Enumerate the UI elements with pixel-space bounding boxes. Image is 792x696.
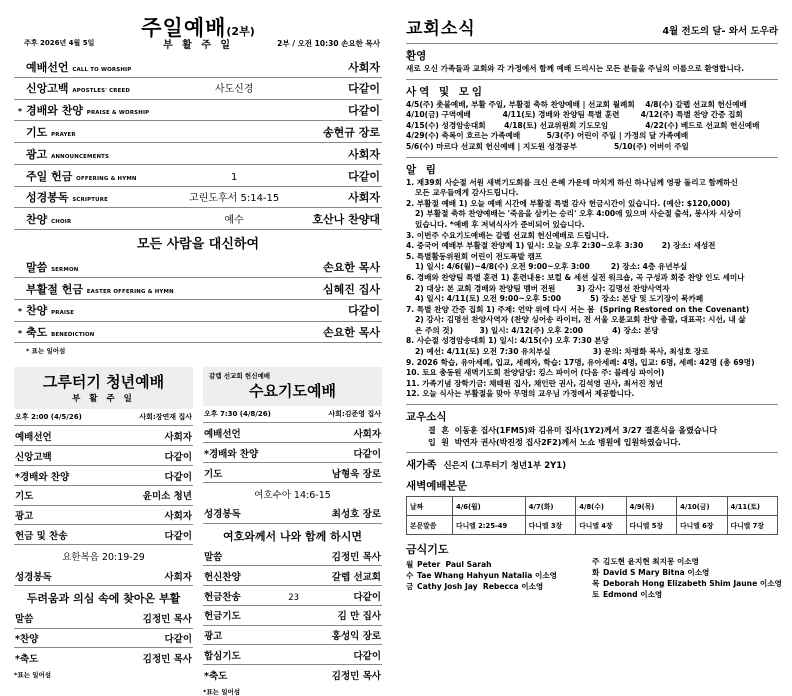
announcement-line: 6. 경배와 찬양팀 특별 훈련 1) 훈련내용: 보컬 & 세션 실전 워크숍, 곡 구성과 회중 찬양 인도 세미나 xyxy=(406,272,745,282)
order-item-english: CALL TO WORSHIP xyxy=(72,66,132,73)
dawn-cell: 다니엘 3장 xyxy=(525,516,575,535)
sub-service-meta xyxy=(14,409,193,426)
divider xyxy=(406,43,778,44)
announcement-line: 9. 2026 학습, 유아세례, 입교, 세례자, 학습: 17명, 유아세례: 4명, 입교: 6명, 세례: 42명 (총 69명) xyxy=(406,357,755,367)
new-family-value: 신은지 (그루터기 청년1부 2Y1) xyxy=(443,461,567,472)
order-item-person: 심혜진 집사 xyxy=(323,282,380,296)
welcome-text: 새로 오신 가족들과 교회와 각 가정에서 함께 예배 드리시는 모든 분들을 주님의 이름으로 환영합니다. xyxy=(406,64,745,73)
order-item-label: 찬양 CHOIR xyxy=(26,213,72,227)
order-item-person: 다같이 xyxy=(348,82,380,96)
sub-order-row xyxy=(203,586,382,606)
divider xyxy=(406,404,778,405)
wednesday-note: *표는 일어섬 xyxy=(203,687,241,696)
church-news-slogan: 4월 전도의 달- 와서 도우라 xyxy=(662,26,778,37)
order-row xyxy=(14,56,382,77)
ministry-line: 4/15(수) 성경암송대회 4/18(토) 선교위원회 기도모임 4/22(수) 베드로 선교회 헌신예배 xyxy=(406,120,760,130)
order-row xyxy=(14,121,382,143)
sub-order-row xyxy=(14,465,193,485)
sub-sermon-title: 두려움과 의심 속에 찾아온 부활 xyxy=(26,591,181,605)
order-item-english: CHOIR xyxy=(51,219,72,226)
sub-order-detail xyxy=(284,625,303,645)
order-of-worship-table-2 xyxy=(14,256,382,343)
order-item-label: 축도 BENEDICTION xyxy=(26,326,95,340)
sub-order-detail xyxy=(284,443,303,463)
order-row xyxy=(14,208,382,230)
dawn-row-label: 본문말씀 xyxy=(407,516,453,535)
fasting-day: 금 xyxy=(406,582,414,592)
fasting-row xyxy=(592,589,778,600)
sub-order-row xyxy=(14,525,193,545)
sub-order-label: *경배와 찬양 xyxy=(15,471,70,483)
announcement-line: 5. 특별활동위원회 어린이 전도폭발 캠프 xyxy=(406,251,543,261)
dawn-service-title: 새벽예배본문 xyxy=(406,480,467,493)
sub-order-label: 헌금찬송 xyxy=(204,591,241,603)
divider xyxy=(406,452,778,453)
sub-order-person: 다같이 xyxy=(164,451,192,463)
announcements-title: 알 림 xyxy=(406,163,439,176)
order-item-label: 말씀 SERMON xyxy=(26,260,79,274)
sub-order-person: 김 만 집사 xyxy=(337,611,381,623)
sub-sermon-title: 여호와께서 나와 함께 하시면 xyxy=(223,529,362,543)
order-item-person: 호산나 찬양대 xyxy=(312,213,380,227)
sub-order-row xyxy=(203,443,382,463)
dawn-header-row xyxy=(407,497,778,516)
order-item-detail: 1 xyxy=(230,171,238,183)
sub-order-person: 갈렙 선교회 xyxy=(331,571,381,583)
order-row xyxy=(14,77,382,99)
sub-order-detail xyxy=(284,547,303,566)
sub-order-label: *축도 xyxy=(204,670,228,682)
ministry-section xyxy=(406,84,778,153)
order-item-detail xyxy=(176,143,292,165)
sub-service-time: 오후 2:00 (4/5/26) xyxy=(15,413,82,422)
youth-service-header xyxy=(14,367,193,409)
service-header xyxy=(14,14,382,54)
service-title-text: 주일예배 xyxy=(141,16,227,40)
fasting-day: 주 xyxy=(592,557,600,567)
dawn-cell: 4/8(수) xyxy=(576,497,626,516)
sub-order-row xyxy=(203,605,382,625)
announcement-line: 1) 일시: 4/6(월)~4/8(수) 오전 9:00~오후 3:00 2) 장소: 4층 유년부실 xyxy=(415,262,688,272)
sub-order-person: 다같이 xyxy=(353,651,381,662)
sub-order-row xyxy=(203,423,382,443)
order-item-person: 다같이 xyxy=(348,104,380,118)
fasting-left xyxy=(406,541,592,600)
sub-scripture: 여호수아 14:6-15 xyxy=(254,489,331,501)
sub-order-person: 다같이 xyxy=(353,591,381,603)
sub-order-person: 남형욱 장로 xyxy=(331,468,381,480)
order-item-english: BENEDICTION xyxy=(51,332,95,339)
fasting-names: Edmond 이소영 xyxy=(603,590,663,600)
order-row xyxy=(14,99,382,121)
sub-order-person: 김정민 목사 xyxy=(142,654,192,665)
order-row xyxy=(14,256,382,277)
member-news-title: 교우소식 xyxy=(406,411,447,424)
sub-order-detail xyxy=(284,423,303,443)
dawn-cell: 다니엘 4장 xyxy=(576,516,626,535)
sub-order-person: 홍성익 장로 xyxy=(331,631,381,643)
announcement-line: 4. 중국어 예배부 부활절 찬양제 1) 일시: 오늘 오후 2:30~오후 3:30 2) 장소: 새성전 xyxy=(406,241,716,251)
sub-order-person: 김정민 목사 xyxy=(142,614,192,626)
service-part: (2부) xyxy=(226,25,255,38)
sub-scripture: 요한복음 20:19-29 xyxy=(62,552,145,564)
standing-marker xyxy=(14,164,26,186)
order-item-person: 사회자 xyxy=(348,147,380,161)
sub-order-label: 성경봉독 xyxy=(204,509,241,521)
sub-order-row xyxy=(203,566,382,586)
sub-sermon-title-row xyxy=(14,585,193,609)
order-item-label: 경배와 찬양 PRAISE & WORSHIP xyxy=(26,104,150,118)
fasting-day: 월 xyxy=(406,560,414,570)
sub-order-detail xyxy=(284,566,303,586)
sub-order-row xyxy=(14,648,193,667)
fasting-names: David S Mary Bitna 이소영 xyxy=(603,568,710,578)
standing-marker xyxy=(14,56,26,77)
sub-order-person: 사회자 xyxy=(164,571,192,583)
order-row xyxy=(14,186,382,208)
youth-order-table xyxy=(14,409,193,667)
youth-service-box xyxy=(14,367,193,696)
sub-order-person: 다같이 xyxy=(164,530,192,542)
ministry-line: 5/6(수) 마르다 선교회 헌신예배 | 지도원 성경공부 5/10(주) 어버이 주일 xyxy=(406,141,689,151)
sub-order-label: 예배선언 xyxy=(15,431,52,443)
standing-marker xyxy=(14,121,26,143)
order-item-english: PRAYER xyxy=(51,131,76,138)
order-item-detail xyxy=(176,121,292,143)
order-of-worship-table xyxy=(14,56,382,254)
sub-order-label: 말씀 xyxy=(15,614,34,626)
announcement-line: 3. 이번주 수요기도예배는 갈렙 선교회 헌신예배로 드립니다. xyxy=(406,230,609,240)
welcome-section xyxy=(406,48,778,75)
sub-order-label: 광고 xyxy=(15,511,34,523)
wednesday-service-box xyxy=(203,367,382,696)
fasting-names: Cathy Josh Jay Rebecca 이소영 xyxy=(417,582,544,592)
announcement-line: 8. 사순절 성경암송대회 1) 일시: 4/15(수) 오후 7:30 본당 xyxy=(406,336,609,346)
sub-order-label: 광고 xyxy=(204,631,223,643)
dawn-cell: 다니엘 7장 xyxy=(727,516,777,535)
announcement-line: 2) 대상: 본 교회 경배와 찬양팀 멤버 전원 3) 강사: 김명선 찬양사역자 xyxy=(415,283,670,293)
standing-marker: * xyxy=(17,307,23,317)
order-item-label: 예배선언 CALL TO WORSHIP xyxy=(26,60,132,74)
sub-order-label: 헌신찬양 xyxy=(204,571,241,583)
sub-order-detail xyxy=(284,665,303,684)
service-leader: 2부 / 오전 10:30 손요한 목사 xyxy=(277,39,380,48)
announcement-line: 모든 교우들에게 감사드립니다. xyxy=(415,188,519,198)
dawn-cell: 4/6(월) xyxy=(453,497,526,516)
fasting-right xyxy=(592,541,782,600)
sub-order-person: 사회자 xyxy=(353,428,381,440)
sub-order-row xyxy=(203,645,382,665)
order-item-person: 손요한 목사 xyxy=(323,260,380,274)
fasting-row xyxy=(592,567,778,578)
standing-marker xyxy=(14,186,26,208)
fasting-names: Peter Paul Sarah xyxy=(417,560,492,570)
order-item-label: 부활절 헌금 EASTER OFFERING & HYMN xyxy=(26,282,174,296)
wednesday-service-pretitle: 갈렙 선교회 헌신예배 xyxy=(209,372,271,381)
fasting-day: 토 xyxy=(592,590,600,600)
order-item-english: OFFERING & HYMN xyxy=(76,175,137,182)
order-item-label: 주일 헌금 OFFERING & HYMN xyxy=(26,169,137,183)
announcement-line: 12. 오늘 식사는 부활절을 맞아 무명의 교우님 가정에서 제공합니다. xyxy=(406,389,635,399)
dawn-cell: 다니엘 2:25-49 xyxy=(453,516,526,535)
announcement-line: 은 주의 것) 3) 일시: 4/12(주) 오후 2:00 4) 장소: 본당 xyxy=(415,325,659,335)
welcome-title: 환영 xyxy=(406,50,427,62)
church-news-title: 교회소식 xyxy=(406,19,476,39)
fasting-title: 금식기도 xyxy=(406,543,449,557)
youth-service-title: 그루터기 청년예배 xyxy=(42,373,165,392)
order-row xyxy=(14,278,382,300)
dawn-cell: 다니엘 5장 xyxy=(626,516,676,535)
sub-order-row xyxy=(203,504,382,523)
fasting-row xyxy=(592,578,782,589)
announcement-line: 10. 토요 총동원 새벽기도회 찬양담당: 킹스 파이어 (다음 주: 블레싱 파이어) xyxy=(406,368,665,378)
sub-order-row xyxy=(203,462,382,482)
sub-order-label: 기도 xyxy=(15,491,34,503)
sub-order-person: 김정민 목사 xyxy=(331,552,381,564)
sub-services xyxy=(14,367,382,696)
service-date: 주후 2026년 4월 5일 xyxy=(24,39,95,47)
church-news-header xyxy=(406,14,778,39)
standing-marker: * xyxy=(17,107,23,117)
fasting-row xyxy=(406,559,592,570)
order-item-label: 성경봉독 SCRIPTURE xyxy=(26,191,108,205)
order-item-person: 사회자 xyxy=(348,60,380,74)
fasting-day: 목 xyxy=(592,579,600,589)
sub-order-person: 다같이 xyxy=(164,634,192,646)
sub-order-detail: 23 xyxy=(288,592,300,603)
worship-note: * 표는 일어섬 xyxy=(26,347,66,356)
sub-order-detail xyxy=(284,605,303,625)
sub-order-label: 예배선언 xyxy=(204,428,241,440)
announcement-line: 4) 일시: 4/11(토) 오전 9:00~오후 5:00 5) 장소: 본당 및 도기장이 북카페 xyxy=(415,294,704,304)
sub-order-row xyxy=(203,547,382,566)
announcement-line: 1. 제39회 사순절 서원 새벽기도회를 크신 은혜 가운데 마치게 하신 하나님께 영광 돌리고 함께하신 xyxy=(406,177,738,187)
sub-service-meta xyxy=(203,406,382,423)
sub-order-person: 사회자 xyxy=(164,511,192,523)
order-item-person: 송현규 장로 xyxy=(323,125,380,139)
standing-marker xyxy=(14,278,26,300)
dawn-data-row xyxy=(407,516,778,535)
order-item-person: 손요한 목사 xyxy=(323,326,380,340)
member-news-section xyxy=(406,409,778,448)
order-item-detail xyxy=(176,99,292,121)
order-row xyxy=(14,164,382,186)
member-news-row: 입 원 박연자 권사(박진정 집사2F2)께서 노쇼 병원에 입원하였습니다. xyxy=(428,437,681,447)
fasting-day: 수 xyxy=(406,571,414,581)
dawn-cell: 4/11(토) xyxy=(727,497,777,516)
sub-order-person: 김정민 목사 xyxy=(331,670,381,682)
divider xyxy=(406,157,778,158)
standing-marker: * xyxy=(17,329,23,339)
order-row xyxy=(14,321,382,343)
fasting-names: Tae Whang Hahyun Natalia 이소영 xyxy=(417,571,558,581)
order-item-english: EASTER OFFERING & HYMN xyxy=(86,288,174,295)
sub-order-row xyxy=(14,505,193,525)
order-row xyxy=(14,299,382,321)
member-news-rows xyxy=(406,425,778,448)
sermon-title-row xyxy=(14,230,382,255)
wednesday-service-header xyxy=(203,367,382,406)
ministry-line: 4/29(수) 축복이 흐르는 가족예배 5/3(주) 어린이 주일 | 가정의 달 가족예배 xyxy=(406,131,689,141)
order-row xyxy=(14,143,382,165)
sub-order-label: 헌금 및 찬송 xyxy=(15,530,68,542)
announcements-section xyxy=(406,162,778,400)
standing-marker xyxy=(14,256,26,277)
ministry-title: 사역 및 모임 xyxy=(406,85,486,98)
sub-scripture-row xyxy=(14,545,193,567)
fasting-row xyxy=(406,570,592,581)
sub-order-label: *축도 xyxy=(15,654,39,665)
fasting-row xyxy=(592,556,778,567)
ministry-line: 4/10(금) 구역예배 4/11(토) 경배와 찬양팀 특별 훈련 4/12(주) 특별 찬양 간증 집회 xyxy=(406,110,743,120)
order-item-english: PRAISE xyxy=(51,310,75,317)
fasting-day: 화 xyxy=(592,568,600,578)
sub-order-row xyxy=(203,665,382,684)
announcement-line: 2) 부활절 축하 찬양예배는 '죽음을 삼키는 승리' 오후 4:00에 있으며 사순절 출석, 봉사자 시상이 xyxy=(415,209,742,219)
sub-order-label: 성경봉독 xyxy=(15,571,52,583)
announcement-line: 있습니다. *예배 후 저녁식사가 준비되어 있습니다. xyxy=(415,219,585,229)
sub-scripture-row xyxy=(203,482,382,504)
order-item-detail xyxy=(176,56,292,77)
order-item-english: APOSTLES' CREED xyxy=(72,88,131,95)
sub-order-row xyxy=(14,426,193,446)
order-item-detail: 예수 xyxy=(224,215,244,227)
youth-note: *표는 일어섬 xyxy=(14,671,52,680)
dawn-cell: 4/9(목) xyxy=(626,497,676,516)
order-item-label: 광고 ANNOUNCEMENTS xyxy=(26,147,110,161)
order-item-person: 다같이 xyxy=(348,169,380,183)
order-item-label: 신앙고백 APOSTLES' CREED xyxy=(26,82,131,96)
sub-order-detail xyxy=(284,645,303,665)
new-family-title: 새가족 xyxy=(406,459,437,472)
sub-service-host: 사회:장연재 집사 xyxy=(139,413,192,422)
dawn-cell: 다니엘 6장 xyxy=(677,516,727,535)
dawn-cell: 4/7(화) xyxy=(525,497,575,516)
sermon-title: 모든 사람을 대신하여 xyxy=(136,237,260,253)
wednesday-order-table xyxy=(203,406,382,684)
announcement-line: 7. 특별 찬양 간증 집회 1) 주제: 언약 위에 다시 서는 봄 (Spring Restored on the Covenant) xyxy=(406,304,750,314)
sub-sermon-title-row xyxy=(203,523,382,547)
dawn-service-table xyxy=(406,496,778,535)
order-item-person: 다같이 xyxy=(348,304,380,318)
order-item-person: 사회자 xyxy=(348,191,380,205)
order-item-english: PRAISE & WORSHIP xyxy=(86,110,150,117)
ministry-line: 4/5(주) 촛불예배, 부활 주일, 부활절 축하 찬양예배 | 선교회 월례회 4/8(수) 갈렙 선교회 헌신예배 xyxy=(406,99,747,109)
dawn-cell: 4/10(금) xyxy=(677,497,727,516)
fasting-names: 김도현 윤지현 최지몽 이소영 xyxy=(603,557,699,567)
new-family-section xyxy=(406,457,778,473)
sub-order-label: *경배와 찬양 xyxy=(204,448,259,460)
sub-order-detail xyxy=(284,462,303,482)
order-item-english: SERMON xyxy=(51,266,79,273)
sub-order-person: 사회자 xyxy=(164,431,192,443)
sub-order-row xyxy=(14,446,193,466)
youth-service-subtitle: 부 활 주 일 xyxy=(72,394,135,405)
announcement-line: 2) 예선: 4/11(토) 오전 7:30 유치부실 3) 문의: 차평화 목사, 최성호 장로 xyxy=(415,347,709,357)
sub-order-label: 신앙고백 xyxy=(15,451,52,463)
sub-order-row xyxy=(14,485,193,505)
sub-order-label: 헌금기도 xyxy=(204,611,241,623)
order-item-detail: 고린도후서 5:14-15 xyxy=(189,193,280,205)
announcement-line: 11. 가족기념 장학기금: 채태원 집사, 채인란 권사, 김석영 권사, 최서진 청년 xyxy=(406,378,663,388)
announcement-lines xyxy=(406,178,778,400)
dawn-service-section xyxy=(406,478,778,535)
standing-marker xyxy=(14,143,26,165)
fasting-names: Deborah Hong Elizabeth Shim Jaune 이소영 xyxy=(603,579,782,589)
sub-order-person: 윤미소 청년 xyxy=(142,491,192,503)
sub-order-row xyxy=(14,628,193,648)
sub-order-row xyxy=(14,566,193,585)
sub-service-host: 사회:김준영 집사 xyxy=(328,410,381,419)
fasting-prayer-section xyxy=(406,541,782,600)
service-subtitle: 부 활 주 일 xyxy=(162,40,234,51)
ministry-lines xyxy=(406,100,778,153)
standing-marker xyxy=(14,208,26,230)
sub-order-person: 다같이 xyxy=(164,471,192,483)
sub-order-label: 말씀 xyxy=(204,552,223,564)
sub-order-label: 합심기도 xyxy=(204,651,241,662)
order-item-detail: 사도신경 xyxy=(214,84,254,96)
sub-service-time: 오후 7:30 (4/8/26) xyxy=(204,410,271,419)
sub-order-label: 기도 xyxy=(204,468,223,480)
divider xyxy=(406,79,778,80)
sub-order-row xyxy=(203,625,382,645)
member-news-row: 결 혼 이동훈 집사(1FM5)와 김유미 집사(1Y2)께서 3/27 결혼식을 올렸습니다 xyxy=(428,426,718,436)
announcement-line: 2. 부활절 예배 1) 오늘 예배 시간에 부활절 특별 감사 헌금시간이 있습니다. (예산: $120,000) xyxy=(406,198,731,208)
sub-order-person: 다같이 xyxy=(353,448,381,460)
order-item-english: ANNOUNCEMENTS xyxy=(51,153,110,160)
fasting-row xyxy=(406,581,592,592)
standing-marker xyxy=(14,77,26,99)
order-item-label: 찬양 PRAISE xyxy=(26,304,75,318)
order-item-english: SCRIPTURE xyxy=(72,197,108,204)
right-column xyxy=(396,0,792,612)
announcement-line: 2) 강사: 김명선 찬양사역자 (찬양 싱어송 라이터, 전 서울 오륜교회 찬양 총괄, 대표곡: 시선, 내 삶 xyxy=(415,315,746,325)
order-item-label: 기도 PRAYER xyxy=(26,125,76,139)
wednesday-service-title: 수요기도예배 xyxy=(249,382,336,401)
dawn-row-label: 날짜 xyxy=(407,497,453,516)
sub-order-person: 최성호 장로 xyxy=(331,509,381,521)
sub-order-label: *찬양 xyxy=(15,634,39,646)
sub-order-detail xyxy=(284,504,303,523)
